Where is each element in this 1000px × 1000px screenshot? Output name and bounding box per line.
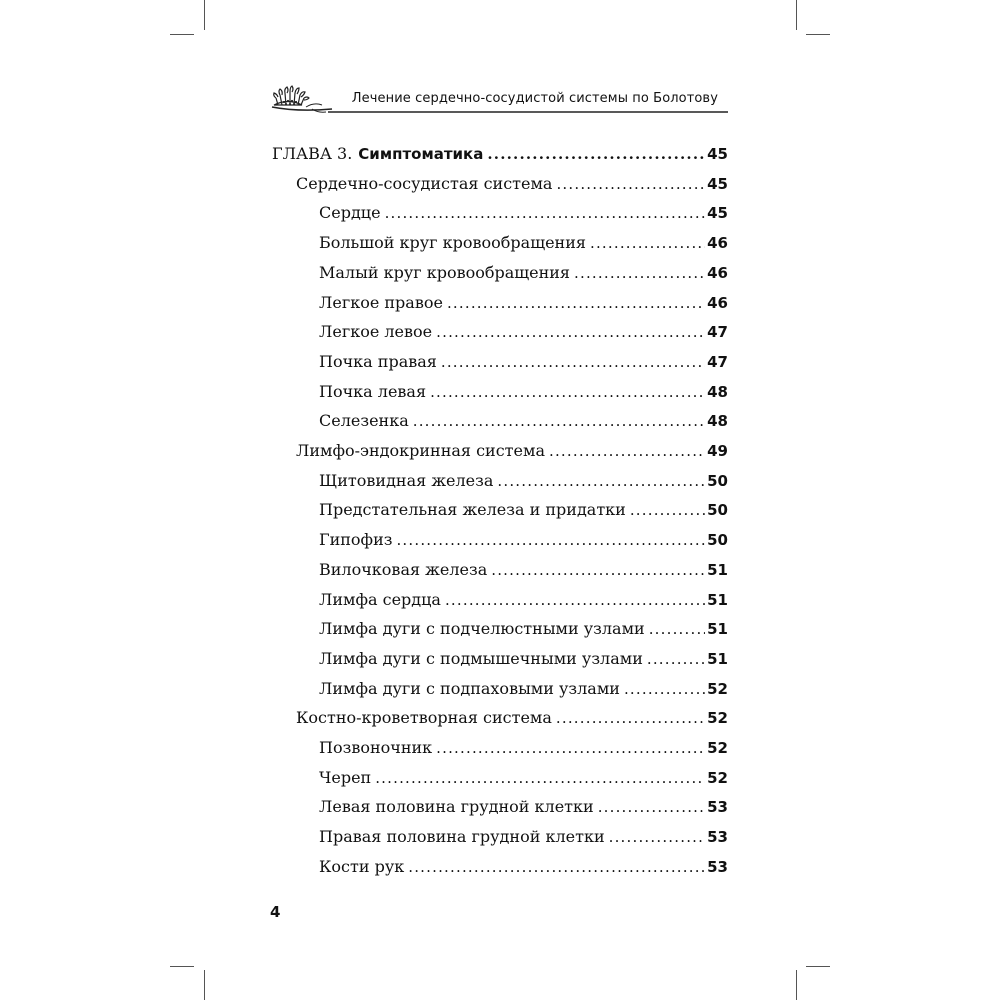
leader-dots: [408, 855, 705, 879]
toc-entry-title: Лимфа дуги с подмышечными узлами: [319, 649, 643, 668]
toc-entry[interactable]: [319, 291, 728, 315]
leader-dots: [441, 350, 705, 374]
leader-dots: [649, 617, 705, 641]
crop-mark-bottom-left-h: [170, 966, 194, 967]
toc-chapter-entry[interactable]: [272, 142, 728, 166]
running-header-title: Лечение сердечно-сосудистой системы по Болотову: [351, 91, 718, 106]
toc-entry[interactable]: [296, 706, 728, 730]
toc-entry-page: 53: [707, 858, 728, 876]
leader-dots: [647, 647, 705, 671]
leader-dots: [497, 469, 705, 493]
toc-entry-title: Селезенка: [319, 411, 409, 430]
crop-mark-top-left-h: [170, 34, 194, 35]
toc-entry[interactable]: [319, 350, 728, 374]
crop-mark-top-right: [796, 0, 797, 30]
leader-dots: [413, 409, 705, 433]
running-header: [268, 76, 728, 116]
toc-entry-title: Гипофиз: [319, 530, 393, 549]
crop-mark-bottom-left: [204, 970, 205, 1000]
toc-entry-page: 52: [707, 739, 728, 757]
leader-dots: [396, 528, 705, 552]
toc-entry-page: 48: [707, 383, 728, 401]
toc-entry-title: Большой круг кровообращения: [319, 233, 586, 252]
toc-entry-page: 50: [707, 531, 728, 549]
toc-entry[interactable]: [319, 795, 728, 819]
toc-entry-title: Сердечно-сосудистая система: [296, 174, 553, 193]
sunflower-logo-icon: [268, 76, 334, 116]
toc-entry-title: Щитовидная железа: [319, 471, 494, 490]
toc-entry[interactable]: [319, 231, 728, 255]
toc-entry-page: 46: [707, 234, 728, 252]
toc-entry-page: 50: [707, 472, 728, 490]
toc-entry-page: 49: [707, 442, 728, 460]
toc-entry-title: Легкое правое: [319, 293, 443, 312]
toc-entry-page: 50: [707, 501, 728, 519]
toc-entry-page: 47: [707, 353, 728, 371]
leader-dots: [430, 380, 705, 404]
header-rule: [328, 110, 728, 114]
toc-entry[interactable]: [319, 498, 728, 522]
leader-dots: [385, 201, 706, 225]
toc-entry-page: 45: [707, 175, 728, 193]
leader-dots: [491, 558, 705, 582]
toc-entry[interactable]: [319, 558, 728, 582]
toc-entry-title: Почка правая: [319, 352, 437, 371]
toc-entry-title: Легкое левое: [319, 322, 433, 341]
toc-entry-page: 52: [707, 680, 728, 698]
leader-dots: [436, 320, 705, 344]
toc-entry-page: 52: [707, 709, 728, 727]
toc-entry-title: Лимфа дуги с подпаховыми узлами: [319, 679, 620, 698]
toc-entry-page: 51: [707, 650, 728, 668]
leader-dots: [375, 766, 705, 790]
leader-dots: [549, 439, 705, 463]
toc-entry-page: 51: [707, 620, 728, 638]
toc-entry-page: 53: [707, 828, 728, 846]
crop-mark-bottom-right-h: [806, 966, 830, 967]
leader-dots: [556, 172, 705, 196]
toc-entry-page: 45: [707, 204, 728, 222]
leader-dots: [598, 795, 705, 819]
crop-mark-top-left: [204, 0, 205, 30]
toc-entry[interactable]: [319, 469, 728, 493]
toc-entry[interactable]: [319, 677, 728, 701]
toc-entry[interactable]: [319, 201, 728, 225]
leader-dots: [436, 736, 705, 760]
toc-entry-title: Череп: [319, 768, 372, 787]
toc-entry[interactable]: [319, 528, 728, 552]
leader-dots: [630, 498, 705, 522]
toc-entry-title: Вилочковая железа: [319, 560, 488, 579]
leader-dots: [574, 261, 705, 285]
page-number: 4: [270, 903, 281, 921]
toc-chapter-title: [272, 142, 483, 166]
crop-mark-bottom-right: [796, 970, 797, 1000]
toc-entry[interactable]: [319, 617, 728, 641]
crop-mark-top-right-h: [806, 34, 830, 35]
toc-entry-title: Правая половина грудной клетки: [319, 827, 605, 846]
chapter-label: ГЛАВА 3.: [272, 144, 353, 163]
toc-entry-title: Лимфо-эндокринная система: [296, 441, 545, 460]
toc-entry[interactable]: [319, 825, 728, 849]
chapter-name: Симптоматика: [358, 145, 484, 163]
toc-entry[interactable]: [319, 409, 728, 433]
toc-entry-title: Костно-кроветворная система: [296, 708, 552, 727]
toc-entry[interactable]: [296, 439, 728, 463]
toc-entry[interactable]: [319, 855, 728, 879]
toc-entry-title: Предстательная железа и придатки: [319, 500, 626, 519]
toc-entry-title: Левая половина грудной клетки: [319, 797, 594, 816]
toc-entry[interactable]: [296, 172, 728, 196]
toc-entry-page: 47: [707, 323, 728, 341]
leader-dots: [609, 825, 706, 849]
leader-dots: [487, 142, 705, 166]
toc-entry-page: 53: [707, 798, 728, 816]
toc-chapter-page: 45: [707, 145, 728, 163]
toc-entry[interactable]: [319, 766, 728, 790]
toc-entry-title: Кости рук: [319, 857, 405, 876]
toc-entry-page: 51: [707, 591, 728, 609]
toc-entry-title: Лимфа сердца: [319, 590, 441, 609]
toc-entry-title: Почка левая: [319, 382, 427, 401]
leader-dots: [447, 291, 705, 315]
toc-entry[interactable]: [319, 647, 728, 671]
toc-entry[interactable]: [319, 588, 728, 612]
toc-entry[interactable]: [319, 380, 728, 404]
toc-entry-page: 48: [707, 412, 728, 430]
leader-dots: [624, 677, 705, 701]
toc-entry[interactable]: [319, 320, 728, 344]
toc-entry-title: Сердце: [319, 203, 381, 222]
toc-entry-title: Лимфа дуги с подчелюстными узлами: [319, 619, 645, 638]
toc-entry[interactable]: [319, 261, 728, 285]
toc-entry-page: 46: [707, 264, 728, 282]
toc-entry-title: Позвоночник: [319, 738, 433, 757]
toc-entry[interactable]: [319, 736, 728, 760]
toc-entry-page: 52: [707, 769, 728, 787]
leader-dots: [556, 706, 705, 730]
leader-dots: [590, 231, 705, 255]
toc-entry-page: 51: [707, 561, 728, 579]
toc-entry-title: Малый круг кровообращения: [319, 263, 571, 282]
leader-dots: [445, 588, 705, 612]
toc-entry-page: 46: [707, 294, 728, 312]
